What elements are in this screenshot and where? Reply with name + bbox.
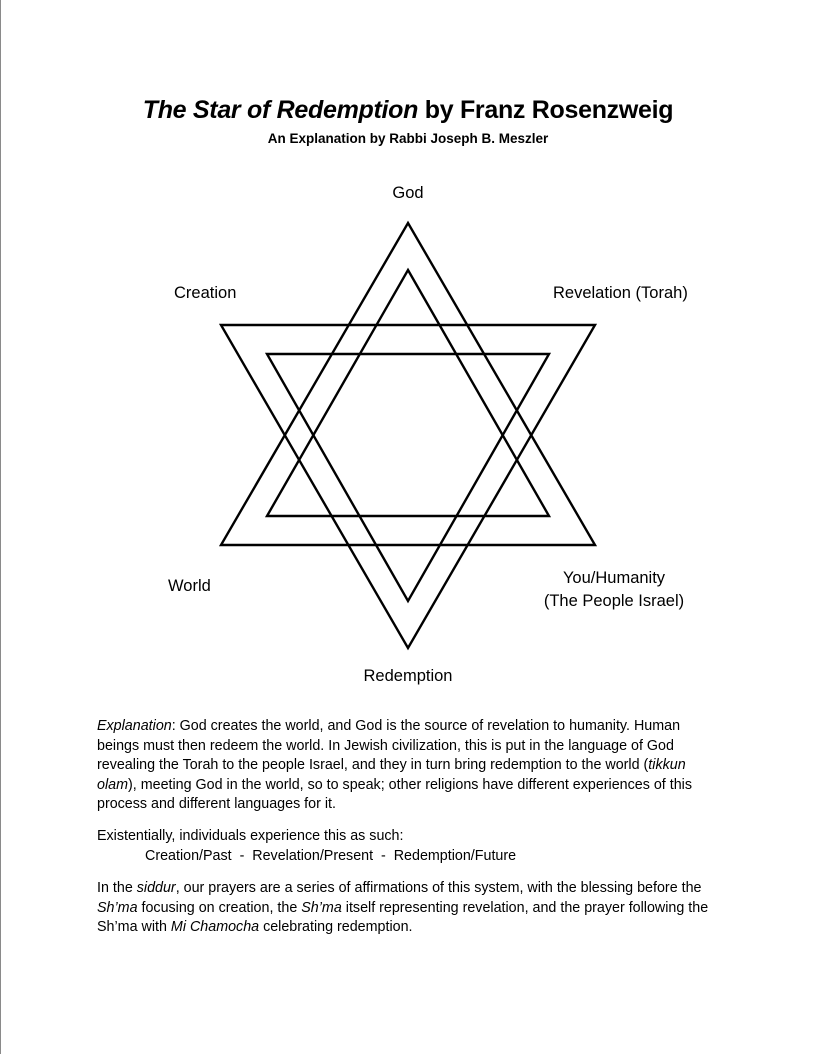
term-siddur: siddur [136,880,176,896]
siddur-text-5: celebrating redemption. [259,919,413,936]
document-subtitle: An Explanation by Rabbi Joseph B. Meszler [267,131,549,146]
label-revelation: Revelation (Torah) [553,284,688,302]
siddur-text-2: , our prayers are a series of affirmations of this system, with the blessing before the [175,880,702,896]
existential-paragraph [97,827,722,866]
title-italic: The Star of Redemption [142,96,419,124]
existential-intro: Existentially, individuals experience this as such: [97,828,404,844]
term-shma-1: Sh’ma [97,899,138,916]
label-people-israel: (The People Israel) [543,592,685,610]
label-creation: Creation [174,284,237,302]
explanation-paragraph [97,717,722,815]
title-rest: by Franz Rosenzweig [418,96,674,124]
label-you-humanity: You/Humanity [562,569,666,587]
siddur-paragraph [97,879,722,938]
explanation-lead: Explanation [97,718,172,734]
term-tikkun-olam: tikkun olam [97,757,686,793]
label-god: God [392,184,424,202]
siddur-text-3: focusing on creation, the [137,899,302,916]
term-mi-chamocha: Mi Chamocha [170,919,260,936]
explanation-text-2: ), meeting God in the world, so to speak; other religions have different experiences of this process and different languages for it. [97,776,692,813]
term-shma-2: Sh’ma [301,899,342,916]
label-world: World [168,577,211,595]
explanation-text-1: : God creates the world, and God is the source of revelation to humanity. Human beings must then redeem the world. In Jewish civilization, this is put in the language of God revealing the Torah to the people Israel, and they in turn bring redemption to the world ( [97,718,681,774]
siddur-text-4: itself representing revelation, and the prayer following the Sh’ma with [97,899,709,936]
siddur-text-1: In the [97,880,137,896]
existential-sequence: Creation/Past - Revelation/Present - Redemption/Future [145,847,517,864]
label-redemption: Redemption [363,667,453,685]
